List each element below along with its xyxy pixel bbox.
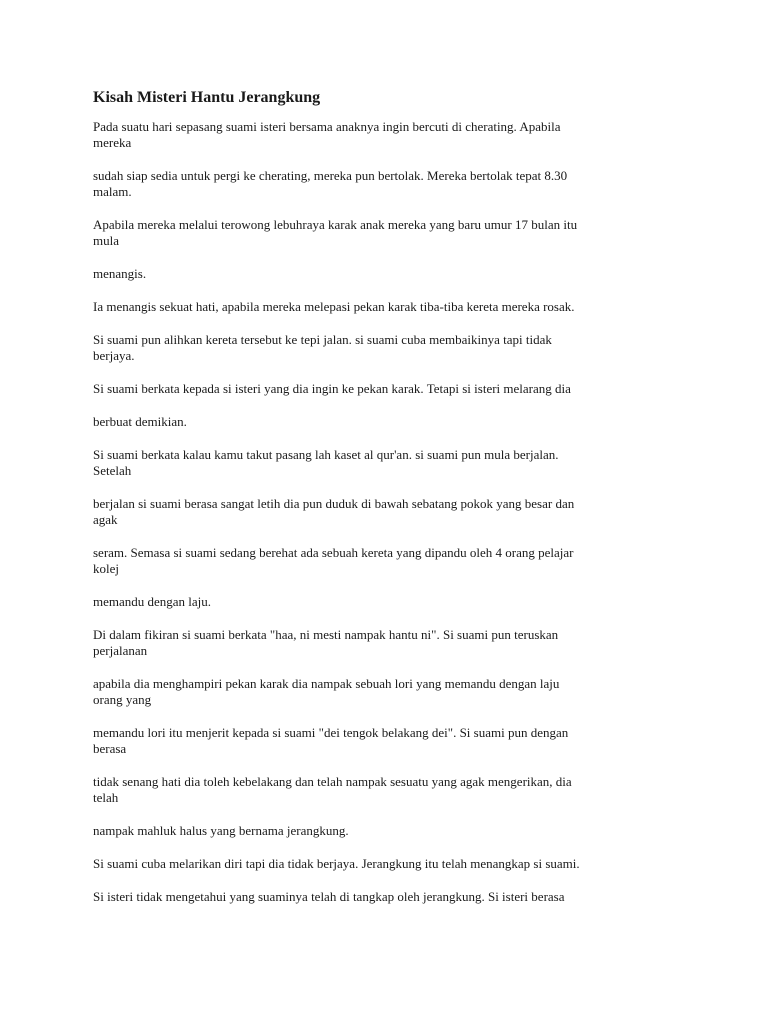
paragraph-line: Apabila mereka melalui terowong lebuhraya karak anak mereka yang baru umur 17 bulan itu — [93, 217, 578, 232]
paragraph — [93, 299, 693, 315]
paragraph-line: berasa — [93, 741, 127, 756]
paragraph — [93, 823, 693, 839]
paragraph — [93, 725, 693, 757]
paragraph — [93, 168, 693, 200]
paragraph-line: memandu lori itu menjerit kepada si suami "dei tengok belakang dei". Si suami pun dengan — [93, 725, 569, 740]
paragraph-line: mula — [93, 233, 119, 248]
paragraph — [93, 119, 693, 151]
paragraph — [93, 627, 693, 659]
paragraph — [93, 774, 693, 806]
paragraph-line: malam. — [93, 184, 132, 199]
paragraph-line: tidak senang hati dia toleh kebelakang dan telah nampak sesuatu yang agak mengerikan, dia — [93, 774, 572, 789]
paragraph-line: Si suami berkata kalau kamu takut pasang lah kaset al qur'an. si suami pun mula berjalan. — [93, 447, 559, 462]
paragraph-line: agak — [93, 512, 118, 527]
paragraph-line: orang yang — [93, 692, 152, 707]
paragraph — [93, 447, 693, 479]
paragraph-line: berbuat demikian. — [93, 414, 187, 429]
paragraph — [93, 381, 693, 397]
paragraph — [93, 414, 693, 430]
paragraph — [93, 889, 693, 905]
document-title: Kisah Misteri Hantu Jerangkung — [93, 89, 321, 106]
paragraph — [93, 217, 693, 249]
paragraph-line: Si isteri tidak mengetahui yang suaminya telah di tangkap oleh jerangkung. Si isteri berasa — [93, 889, 565, 904]
paragraph-line: Si suami cuba melarikan diri tapi dia tidak berjaya. Jerangkung itu telah menangkap si suami. — [93, 856, 580, 871]
paragraph-line: sudah siap sedia untuk pergi ke cherating, mereka pun bertolak. Mereka bertolak tepat 8.30 — [93, 168, 568, 183]
paragraph-list — [93, 119, 693, 905]
paragraph-line: Si suami berkata kepada si isteri yang dia ingin ke pekan karak. Tetapi si isteri melarang dia — [93, 381, 571, 396]
paragraph — [93, 676, 693, 708]
paragraph-line: menangis. — [93, 266, 147, 281]
paragraph-line: seram. Semasa si suami sedang berehat ada sebuah kereta yang dipandu oleh 4 orang pelajar — [93, 545, 574, 560]
paragraph — [93, 266, 693, 282]
paragraph — [93, 594, 693, 610]
paragraph-line: berjalan si suami berasa sangat letih dia pun duduk di bawah sebatang pokok yang besar dan — [93, 496, 575, 511]
paragraph-line: memandu dengan laju. — [93, 594, 212, 609]
paragraph-line: Setelah — [93, 463, 132, 478]
paragraph-line: perjalanan — [93, 643, 148, 658]
paragraph — [93, 332, 693, 364]
paragraph-line: Ia menangis sekuat hati, apabila mereka melepasi pekan karak tiba-tiba kereta mereka rosak. — [93, 299, 575, 314]
paragraph — [93, 496, 693, 528]
paragraph-line: apabila dia menghampiri pekan karak dia nampak sebuah lori yang memandu dengan laju — [93, 676, 560, 691]
paragraph-line: kolej — [93, 561, 119, 576]
paragraph-line: Si suami pun alihkan kereta tersebut ke tepi jalan. si suami cuba membaikinya tapi tidak — [93, 332, 552, 347]
paragraph — [93, 545, 693, 577]
document-body — [93, 88, 693, 922]
paragraph-line: Pada suatu hari sepasang suami isteri bersama anaknya ingin bercuti di cherating. Apabila — [93, 119, 561, 134]
paragraph-line: telah — [93, 790, 119, 805]
paragraph — [93, 856, 693, 872]
paragraph-line: Di dalam fikiran si suami berkata "haa, ni mesti nampak hantu ni". Si suami pun teruskan — [93, 627, 559, 642]
paragraph-line: nampak mahluk halus yang bernama jerangkung. — [93, 823, 349, 838]
paragraph-line: berjaya. — [93, 348, 135, 363]
paragraph-line: mereka — [93, 135, 132, 150]
